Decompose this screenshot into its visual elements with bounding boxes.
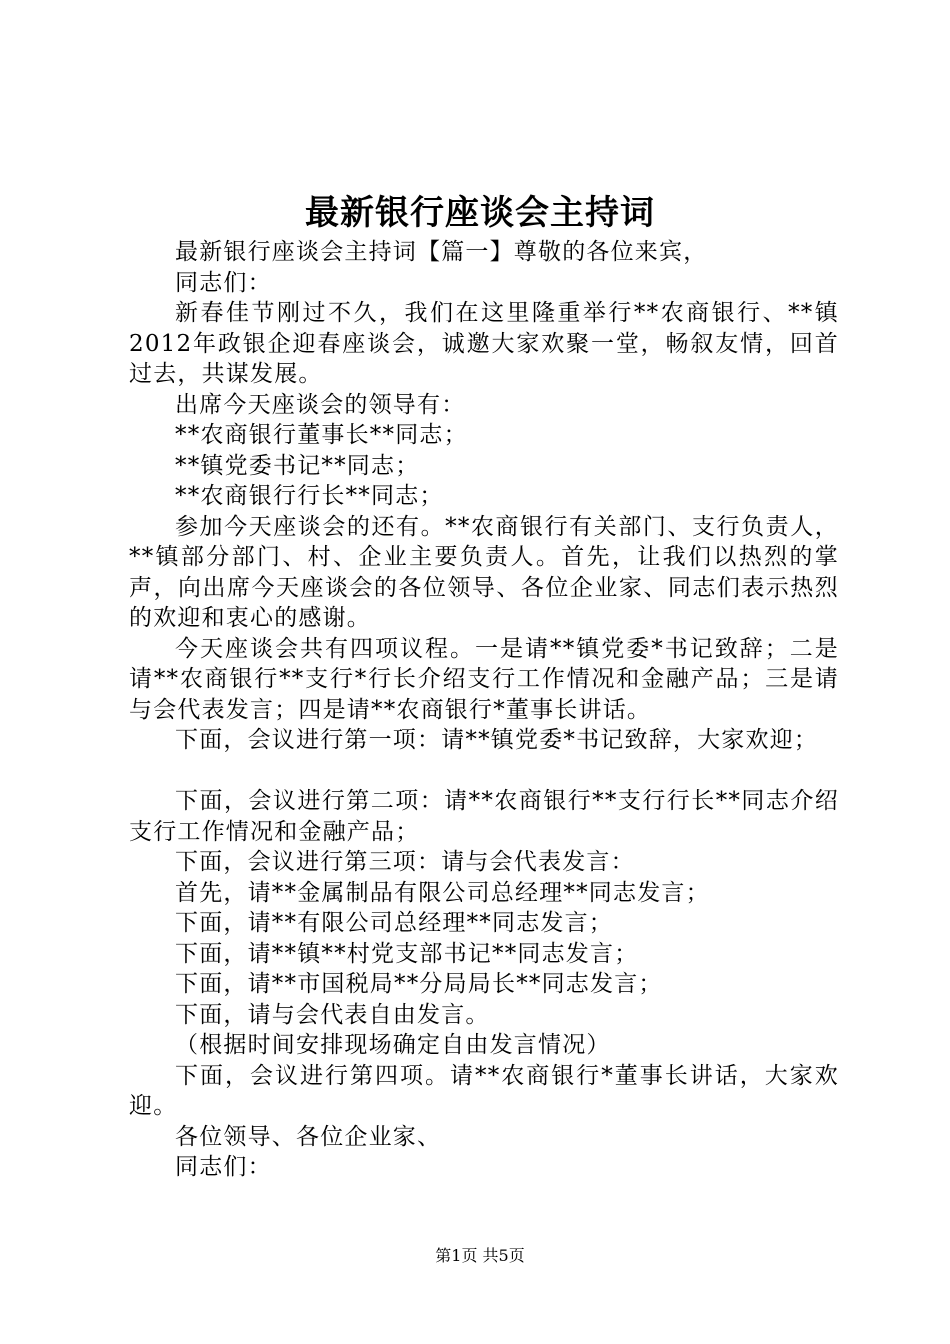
paragraph: **镇党委书记**同志； xyxy=(175,452,420,479)
paragraph: 同志们： xyxy=(175,269,272,296)
blank-line xyxy=(129,756,839,787)
paragraph: 新春佳节刚过不久，我们在这里隆重举行**农商银行、**镇2012年政银企迎春座谈会，诚邀大家欢聚一堂，畅叙友情，回首过去，共谋发展。 xyxy=(129,300,839,387)
paragraph: 下面，会议进行第一项：请**镇党委*书记致辞，大家欢迎； xyxy=(175,727,819,753)
paragraph: 最新银行座谈会主持词【篇一】尊敬的各位来宾， xyxy=(175,239,708,265)
paragraph: 下面，会议进行第四项。请**农商银行*董事长讲话，大家欢迎。 xyxy=(129,1062,839,1119)
paragraph: 今天座谈会共有四项议程。一是请**镇党委*书记致辞；二是请**农商银行**支行*行长介绍支行工作情况和金融产品；三是请与会代表发言；四是请**农商银行*董事长讲话。 xyxy=(129,635,839,723)
paragraph: **农商银行董事长**同志； xyxy=(175,422,468,448)
paragraph: （根据时间安排现场确定自由发言情况） xyxy=(175,1032,611,1058)
paragraph: 下面，请**市国税局**分局局长**同志发言； xyxy=(175,971,663,997)
document-body xyxy=(129,237,839,1183)
paragraph: 下面，请与会代表自由发言。 xyxy=(175,1001,490,1028)
document-title: 最新银行座谈会主持词 xyxy=(305,193,655,233)
paragraph: 参加今天座谈会的还有。**农商银行有关部门、支行负责人，**镇部分部门、村、企业主要负责人。首先，让我们以热烈的掌声，向出席今天座谈会的各位领导、各位企业家、同志们表示热烈的欢迎和衷心的感谢。 xyxy=(129,513,839,631)
paragraph: 出席今天座谈会的领导有： xyxy=(175,391,466,418)
paragraph: 下面，会议进行第二项：请**农商银行**支行行长**同志介绍支行工作情况和金融产品； xyxy=(129,788,839,845)
paragraph: 同志们： xyxy=(175,1154,272,1180)
paragraph: 各位领导、各位企业家、 xyxy=(175,1123,442,1150)
paragraph: 首先，请**金属制品有限公司总经理**同志发言； xyxy=(175,879,710,906)
paragraph: 下面，请**镇**村党支部书记**同志发言； xyxy=(175,940,639,967)
paragraph: **农商银行行长**同志； xyxy=(175,483,444,509)
paragraph: 下面，请**有限公司总经理**同志发言； xyxy=(175,910,613,936)
page-footer: 第1页 共5页 xyxy=(435,1246,525,1265)
paragraph: 下面，会议进行第三项：请与会代表发言： xyxy=(175,849,635,875)
